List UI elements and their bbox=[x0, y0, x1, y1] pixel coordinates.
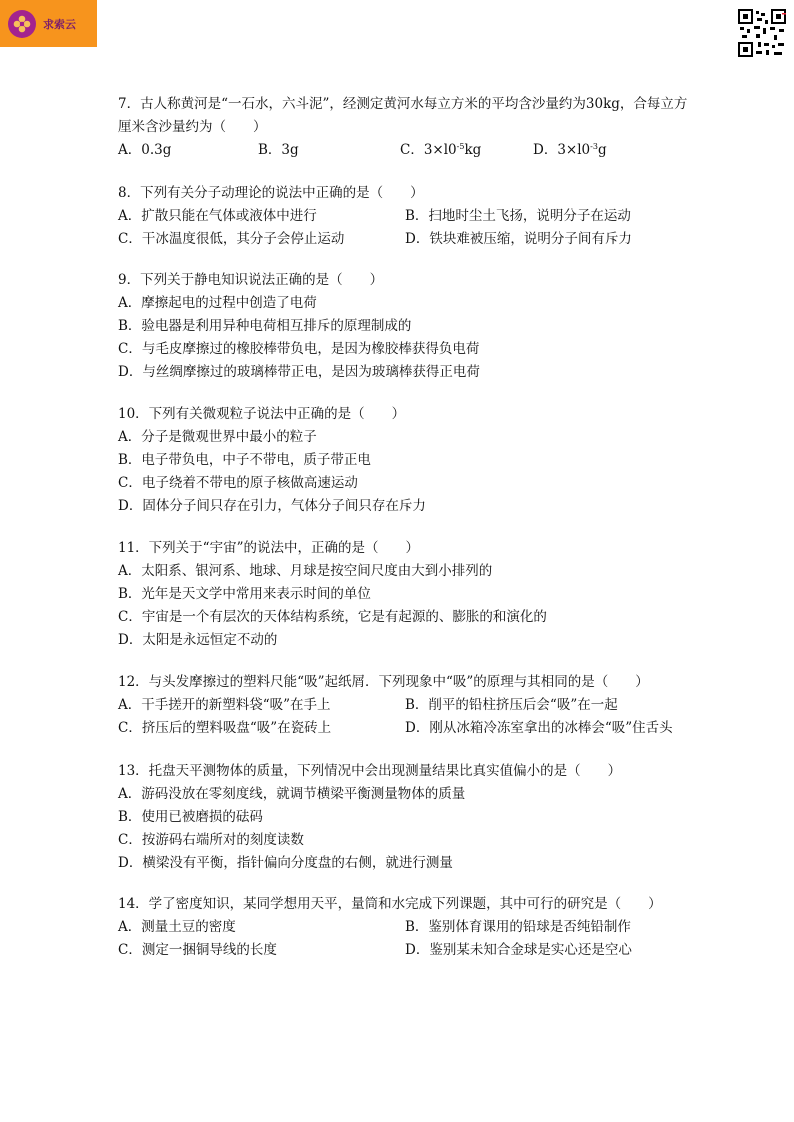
option-a: A．摩擦起电的过程中创造了电荷 bbox=[118, 295, 317, 311]
option-c: C．宇宙是一个有层次的天体结构系统，它是有起源的、膨胀的和演化的 bbox=[118, 609, 547, 625]
question-14-options-row-2 bbox=[118, 939, 688, 962]
question-7 bbox=[118, 93, 688, 162]
option-a: A．干手搓开的新塑料袋“吸”在手上 bbox=[118, 697, 331, 713]
option-d bbox=[533, 139, 607, 162]
option-d: D．横梁没有平衡，指针偏向分度盘的右侧，就进行测量 bbox=[118, 855, 453, 871]
option-a: A．0.3g bbox=[118, 142, 172, 158]
question-8 bbox=[118, 182, 688, 251]
option-b: B．验电器是利用异种电荷相互排斥的原理制成的 bbox=[118, 318, 412, 334]
question-12-stem: 12．与头发摩擦过的塑料尺能“吸”起纸屑．下列现象中“吸”的原理与其相同的是（ ） bbox=[118, 674, 649, 690]
option-a: A．扩散只能在气体或液体中进行 bbox=[118, 208, 317, 224]
question-7-options bbox=[118, 139, 688, 162]
option-b: B．削平的铅柱挤压后会“吸”在一起 bbox=[405, 697, 618, 713]
option-b: B．光年是天文学中常用来表示时间的单位 bbox=[118, 586, 371, 602]
option-b: B．电子带负电，中子不带电，质子带正电 bbox=[118, 452, 371, 468]
option-c bbox=[400, 139, 533, 162]
question-8-stem: 8．下列有关分子动理论的说法中正确的是（ ） bbox=[118, 185, 424, 201]
question-7-stem: 7．古人称黄河是“一石水，六斗泥”，经测定黄河水每立方米的平均含沙量约为30kg，合每立方厘米含沙量约为（ ） bbox=[118, 96, 688, 135]
option-d-exponent: -3 bbox=[590, 142, 598, 151]
option-c: C．按游码右端所对的刻度读数 bbox=[118, 832, 304, 848]
option-a: A．分子是微观世界中最小的粒子 bbox=[118, 429, 317, 445]
option-c-unit: kg bbox=[464, 142, 482, 158]
option-b: B．3g bbox=[258, 142, 299, 158]
option-b: B．使用已被磨损的砝码 bbox=[118, 809, 263, 825]
option-d: D．铁块难被压缩，说明分子间有斥力 bbox=[405, 231, 632, 247]
option-d: D．固体分子间只存在引力，气体分子间只存在斥力 bbox=[118, 498, 426, 514]
option-c: C．干冰温度很低，其分子会停止运动 bbox=[118, 231, 345, 247]
option-c-exponent: -5 bbox=[456, 142, 465, 151]
question-12-options-row-2 bbox=[118, 717, 688, 740]
option-c: C．挤压后的塑料吸盘“吸”在瓷砖上 bbox=[118, 720, 332, 736]
option-c: C．测定一捆铜导线的长度 bbox=[118, 942, 277, 958]
option-a: A．游码没放在零刻度线，就调节横梁平衡测量物体的质量 bbox=[118, 786, 466, 802]
question-13-stem: 13．托盘天平测物体的质量，下列情况中会出现测量结果比真实值偏小的是（ ） bbox=[118, 763, 622, 779]
qr-code-icon bbox=[736, 7, 788, 59]
question-10 bbox=[118, 403, 688, 518]
flower-logo-icon bbox=[8, 10, 36, 38]
option-d: D．与丝绸摩擦过的玻璃棒带正电，是因为玻璃棒获得正电荷 bbox=[118, 364, 480, 380]
question-9-stem: 9．下列关于静电知识说法正确的是（ ） bbox=[118, 272, 384, 288]
brand-name: 求索云 bbox=[43, 17, 76, 31]
question-10-stem: 10．下列有关微观粒子说法中正确的是（ ） bbox=[118, 406, 406, 422]
option-d-unit: g bbox=[597, 142, 607, 158]
option-d: D．太阳是永远恒定不动的 bbox=[118, 632, 278, 648]
question-13 bbox=[118, 760, 688, 875]
option-c: C．电子绕着不带电的原子核做高速运动 bbox=[118, 475, 358, 491]
question-14-stem: 14．学了密度知识，某同学想用天平，量筒和水完成下列课题，其中可行的研究是（ ） bbox=[118, 896, 662, 912]
option-a: A．太阳系、银河系、地球、月球是按空间尺度由大到小排列的 bbox=[118, 563, 493, 579]
option-c: C．与毛皮摩擦过的橡胶棒带负电，是因为橡胶棒获得负电荷 bbox=[118, 341, 480, 357]
question-14-options-row-1 bbox=[118, 916, 688, 939]
option-d: D．鉴别某未知合金球是实心还是空心 bbox=[405, 942, 632, 958]
question-12-options-row-1 bbox=[118, 694, 688, 717]
option-c-base: C．3×l0 bbox=[400, 142, 457, 158]
question-12 bbox=[118, 671, 688, 740]
question-8-options-row-2 bbox=[118, 228, 688, 251]
question-8-options-row-1 bbox=[118, 205, 688, 228]
brand-logo bbox=[0, 0, 97, 47]
question-11-stem: 11．下列关于“宇宙”的说法中，正确的是（ ） bbox=[118, 540, 419, 556]
option-a: A．测量土豆的密度 bbox=[118, 919, 236, 935]
question-11 bbox=[118, 537, 688, 652]
question-14 bbox=[118, 893, 688, 962]
question-9 bbox=[118, 269, 688, 384]
option-b: B．扫地时尘土飞扬，说明分子在运动 bbox=[405, 208, 631, 224]
option-d-base: D．3×l0 bbox=[533, 142, 591, 158]
option-b: B．鉴别体育课用的铅球是否纯铅制作 bbox=[405, 919, 631, 935]
option-d: D．刚从冰箱冷冻室拿出的冰棒会“吸”住舌头 bbox=[405, 720, 673, 736]
